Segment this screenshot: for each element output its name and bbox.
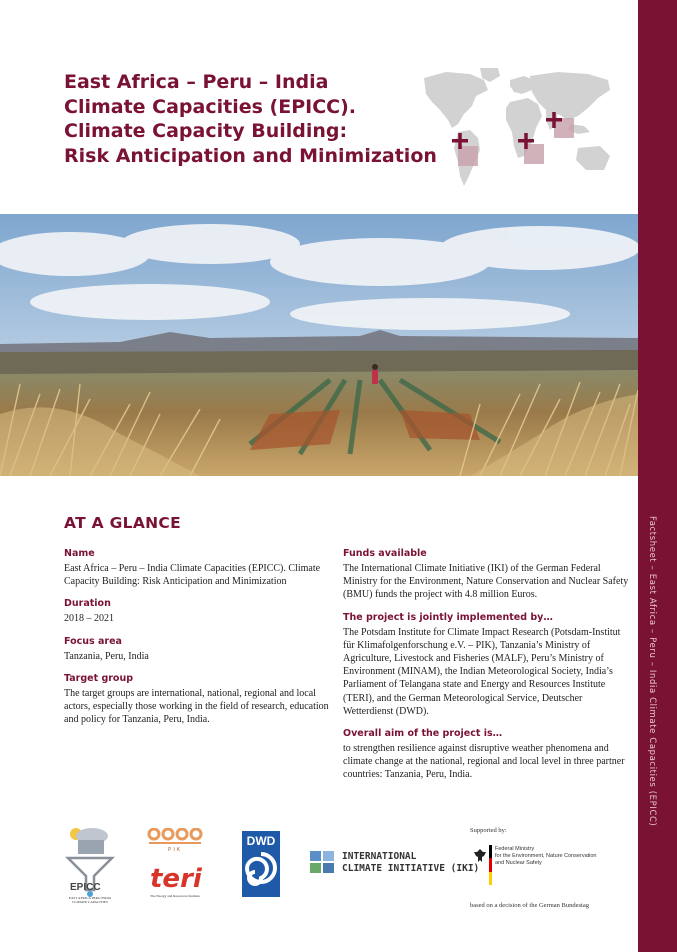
- teri-logo-text: teri: [150, 864, 202, 894]
- title-line-2: Climate Capacities (EPICC).: [64, 95, 356, 118]
- section-body: The International Climate Initiative (IKI) of the German Federal Ministry for the Environment, Nature Conservation and Nuclear Safety (BMU) funds the project with 4.8 million Euros.: [343, 563, 629, 601]
- info-section-funds: [343, 548, 633, 602]
- dwd-swirl-icon: [242, 848, 280, 888]
- info-section-focus-area: [64, 636, 339, 663]
- iki-logo-line-1: INTERNATIONAL: [342, 851, 417, 862]
- iki-logo: [310, 851, 480, 881]
- right-column: [343, 548, 633, 792]
- section-body: East Africa – Peru – India Climate Capacities (EPICC). Climate Capacity Building: Risk Anticipation and Minimization: [64, 563, 321, 588]
- iki-logo-line-2: CLIMATE INITIATIVE (IKI): [342, 863, 480, 874]
- dwd-logo: [242, 831, 280, 897]
- supported-by-label: Supported by:: [470, 827, 507, 834]
- title-line-1: East Africa – Peru – India: [64, 71, 329, 93]
- page-title: [64, 70, 437, 168]
- section-heading: Overall aim of the project is…: [343, 728, 503, 740]
- teri-logo: [150, 866, 206, 902]
- bmu-name-line-2: for the Environment, Nature Conservation: [495, 853, 597, 859]
- landscape-photo: [0, 214, 638, 476]
- accent-sidebar: [638, 0, 677, 952]
- section-heading: Duration: [64, 598, 111, 610]
- section-body: 2018 – 2021: [64, 613, 114, 625]
- info-section-overall-aim: [343, 728, 633, 782]
- german-eagle-icon: [474, 849, 486, 863]
- section-heading: Target group: [64, 672, 134, 684]
- world-map-icon: [418, 66, 616, 190]
- sidebar-vertical-label: Factsheet – East Africa – Peru – India Climate Capacities (EPICC): [647, 516, 657, 827]
- section-body: to strengthen resilience against disruptive weather phenomena and climate change at the national, regional and local level in three partner countries: Tanzania, Peru, India.: [343, 743, 625, 781]
- epicc-logo: [62, 824, 118, 920]
- pik-logo: [146, 828, 204, 858]
- section-body: Tanzania, Peru, India: [64, 650, 149, 662]
- info-section-target-group: [64, 673, 339, 727]
- bundestag-note: based on a decision of the German Bundestag: [470, 902, 589, 909]
- section-heading: Name: [64, 548, 95, 559]
- info-section-implemented-by: [343, 612, 633, 718]
- title-line-3: Climate Capacity Building:: [64, 120, 348, 142]
- epicc-logo-subtitle: EAST AFRICA PERU INDIA CLIMATE CAPACITIES: [68, 896, 112, 904]
- bmu-name-line-3: and Nuclear Safety: [495, 860, 542, 866]
- left-column: [64, 548, 339, 736]
- bmu-name-line-1: Federal Ministry: [495, 846, 535, 852]
- section-heading: Funds available: [343, 548, 427, 559]
- info-section-name: [64, 548, 339, 588]
- epicc-logo-text: EPICC: [70, 882, 101, 893]
- info-section-duration: [64, 598, 339, 625]
- section-heading: The project is jointly implemented by…: [343, 611, 553, 623]
- german-flag-stripe: [489, 845, 492, 885]
- section-body: The Potsdam Institute for Climate Impact Research (Potsdam-Institut für Klimafolgenforschung e.V. – PIK), Tanzania’s Ministry of Agriculture, Livestock and Fisheries (MALF), Peru’s Ministry of Environment (MINAM), the Indian Meteorological Society, India’s Parliament of Telangana state and Energy and Resources Institute (TERI), and the German Meteorological Service, Deutscher Wetterdienst (DWD).: [343, 626, 621, 717]
- teri-logo-subtitle: The Energy and Resources Institute: [150, 894, 200, 898]
- section-heading: Focus area: [64, 635, 122, 647]
- bmu-logo: [470, 827, 635, 917]
- partner-logos: [0, 820, 638, 940]
- dwd-logo-text: DWD: [246, 834, 276, 848]
- section-title: AT A GLANCE: [64, 514, 181, 532]
- title-line-4: Risk Anticipation and Minimization: [64, 144, 437, 167]
- section-body: The target groups are international, national, regional and local actors, especially those working in the field of research, education and policy for Tanzania, Peru, India.: [64, 687, 329, 726]
- pik-logo-text: PIK: [168, 847, 183, 853]
